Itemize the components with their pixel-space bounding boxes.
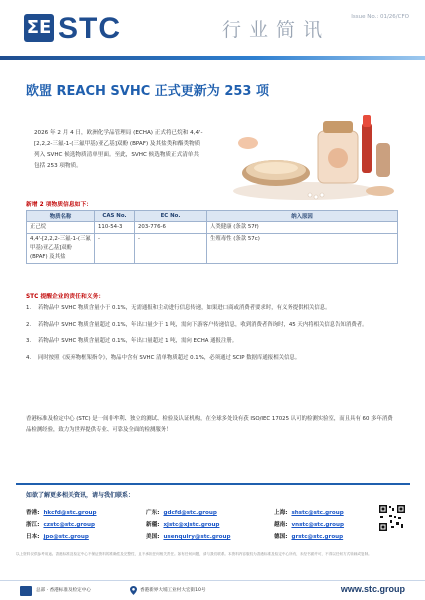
contact-email-link[interactable]: usenquiry@stc.group — [163, 534, 231, 540]
disclaimer-text: 以上资料仅供参考用途。香港标准及检定中心不保证资料的准确性及完整性，且不承担任何相关责任。如有任何问题，请与我们联系。本资料内容版权为香港标准及检定中心所有，未经书面许可，不得以任何方式转载或复制。 — [16, 552, 372, 556]
cell-cas: 110-54-3 — [95, 222, 135, 234]
contact-email-link[interactable]: shstc@stc.group — [291, 510, 344, 516]
table-row — [27, 234, 398, 264]
contact-city: 美国: — [146, 534, 160, 540]
cell-reason: 生殖毒性 (条款 57c) — [207, 234, 398, 264]
substance-table — [26, 210, 398, 264]
contact-city: 香港: — [26, 510, 40, 516]
table-header-row — [27, 211, 398, 222]
contact-heading: 如欲了解更多相关资讯，请与我们联系： — [26, 492, 135, 499]
footer-logo-icon — [20, 586, 32, 596]
cell-substance: 4,4'-[2,2,2-三氟-1-(三氟甲基)亚乙基]双酚 (BPAF) 及其盐 — [27, 234, 95, 264]
header-rule — [0, 56, 425, 60]
contact-email-link[interactable]: czstc@stc.group — [43, 522, 95, 528]
contact-email-link[interactable]: xjstc@xjstc.group — [163, 522, 220, 528]
contact-box — [16, 483, 410, 545]
contact-city: 广东: — [146, 510, 160, 516]
contact-email-link[interactable]: hkcfd@stc.group — [43, 510, 97, 516]
header — [0, 0, 425, 62]
col-header-substance: 物质名称 — [27, 211, 95, 222]
stc-logo-mark — [24, 14, 54, 42]
list-item — [26, 320, 398, 331]
item-number: 1. — [26, 305, 32, 311]
contact-entry-vietnam — [274, 520, 344, 528]
list-item — [26, 336, 398, 347]
cell-ec: 203-776-6 — [135, 222, 207, 234]
new-substances-heading: 新增 2 项物质信息如下： — [26, 202, 93, 208]
contact-email-link[interactable]: gdcfd@stc.group — [163, 510, 217, 516]
cell-substance: 正己烷 — [27, 222, 95, 234]
page-title: 欧盟 REACH SVHC 正式更新为 253 项 — [26, 84, 269, 99]
contact-entry-zhejiang — [26, 520, 95, 528]
contact-email-link[interactable]: vnstc@stc.group — [291, 522, 345, 528]
list-item — [26, 353, 398, 364]
stc-logo-glyph: ΣE — [26, 17, 52, 38]
contact-city: 浙江: — [26, 522, 40, 528]
contact-city: 越南: — [274, 522, 288, 528]
list-item — [26, 303, 398, 314]
document-type: 行业简讯 — [222, 19, 331, 41]
issue-number: Issue No.: 01/26/CFO — [351, 14, 409, 20]
contact-entry-usa — [146, 532, 230, 540]
item-text: 同时按照《废弃物框架指令》，物品中含有 SVHC 清单物质超过 0.1%，必须通过 SCIP 数据库通报相关信息。 — [38, 354, 301, 361]
contact-entry-japan — [26, 532, 89, 540]
about-stc-paragraph: 香港标准及检定中心 (STC) 是一间非牟利、独立的测试、检验及认证机构，在全球多处设有获 ISO/IEC 17025 认可的检测实验室，而且具有 60 多年消费品检测经验，致力为世界提供专业、可靠及全面的检测服务！ — [26, 416, 393, 433]
intro-paragraph: 2026 年 2 月 4 日，欧洲化学品管理局 (ECHA) 正式将已烷和 4,4'-[2,2,2-三氟-1-(三氟甲基)亚乙基]双酚 (BPAF) 及其盐类和酯类物质列入 SVHC 候选物质清单里面。至此，SVHC 候选物质正式清单共包括 253 项物质。 — [34, 130, 203, 169]
contact-entry-germany — [274, 532, 343, 540]
contact-entry-shanghai — [274, 508, 344, 516]
contact-entry-guangdong — [146, 508, 217, 516]
item-number: 2. — [26, 321, 32, 328]
contact-entry-hongkong — [26, 508, 97, 516]
table-row — [27, 222, 398, 234]
contact-city: 日本: — [26, 534, 40, 540]
footer — [0, 580, 425, 600]
contact-city: 新疆: — [146, 522, 160, 528]
cell-ec: - — [135, 234, 207, 264]
cell-cas: - — [95, 234, 135, 264]
col-header-reason: 纳入原因 — [207, 211, 398, 222]
location-pin-icon — [130, 586, 137, 595]
item-number: 3. — [26, 338, 32, 344]
contact-city: 上海: — [274, 510, 288, 516]
responsibilities-heading: STC 提醒企业的责任和义务： — [26, 294, 105, 300]
footer-address: 香港新界大埔工业村大宏街10号 — [140, 588, 206, 593]
website-link[interactable]: www.stc.group — [340, 584, 405, 594]
footer-organization: 总部 · 香港标准及检定中心 — [36, 588, 91, 593]
item-text: 若物品中 SVHC 物质含量小于 0.1%，无需通报和主动进行信息传递，如果进口商或消费者要求时，有义务提供相关信息。 — [38, 305, 331, 311]
item-number: 4. — [26, 354, 32, 361]
cell-reason: 人类健康 (条款 57f) — [207, 222, 398, 234]
contact-email-link[interactable]: jpo@stc.group — [43, 534, 89, 540]
contact-entry-xinjiang — [146, 520, 219, 528]
obligations-list — [26, 303, 398, 369]
contact-email-link[interactable]: grstc@stc.group — [291, 534, 344, 540]
brand-name: STC — [58, 12, 121, 45]
contact-city: 德国: — [274, 534, 288, 540]
qr-code-icon[interactable] — [378, 504, 406, 532]
item-text: 若物品中 SVHC 物质含量超过 0.1%，年出口量超过 1 吨，需向 ECHA 通报注册。 — [38, 338, 238, 344]
cosmetics-illustration-icon — [230, 113, 402, 205]
col-header-ec: EC No. — [135, 211, 207, 222]
item-text: 若物品中 SVHC 物质含量超过 0.1%，年出口量少于 1 吨，需向下游客户传递信息，收到消费者咨询时，45 天内将相关信息告知消费者。 — [38, 321, 368, 328]
col-header-cas: CAS No. — [95, 211, 135, 222]
